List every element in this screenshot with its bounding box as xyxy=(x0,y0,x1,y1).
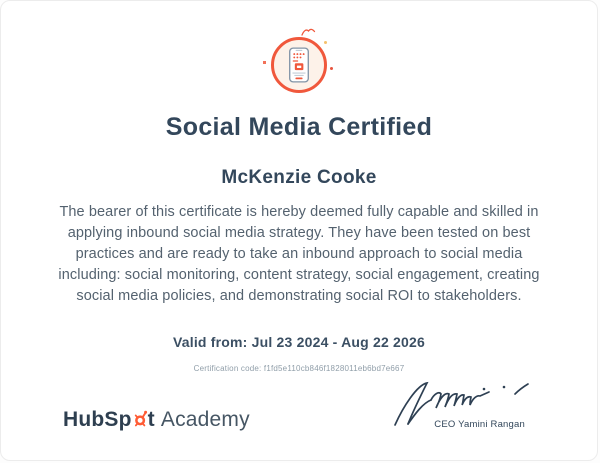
badge-circle xyxy=(271,37,327,93)
recipient-name: McKenzie Cooke xyxy=(221,167,377,188)
certificate-title: Social Media Certified xyxy=(165,113,433,141)
certificate-footer xyxy=(1,377,597,430)
wordmark-suffix: t xyxy=(147,408,155,431)
academy-label: Academy xyxy=(160,408,250,431)
signature-block xyxy=(387,377,535,430)
hubspot-academy-logo xyxy=(63,407,250,430)
certificate-description: The bearer of this certificate is hereby deemed fully capable and skilled in applying inbound social media strategy. They have been tested on best practices and are ready to take an inbound approach to social media including: social monitoring, content strategy, social engagement, creating social media policies, and demonstrating social ROI to stakeholders. xyxy=(58,204,540,305)
certificate-badge xyxy=(263,29,335,95)
bird-icon xyxy=(301,27,316,37)
decor-dot xyxy=(324,41,327,44)
decor-dot xyxy=(330,67,333,70)
signer-title: CEO Yamini Rangan xyxy=(434,419,525,430)
smartphone-icon xyxy=(288,47,310,83)
validity-dates: Valid from: Jul 23 2024 - Aug 22 2026 xyxy=(173,334,425,351)
decor-square xyxy=(263,61,266,64)
certification-code: Certification code: f1fd5e110cb846f1828011eb6bd7e667 xyxy=(193,364,405,374)
hubspot-sprocket-icon xyxy=(133,409,148,428)
wordmark-prefix: HubSp xyxy=(63,408,132,431)
